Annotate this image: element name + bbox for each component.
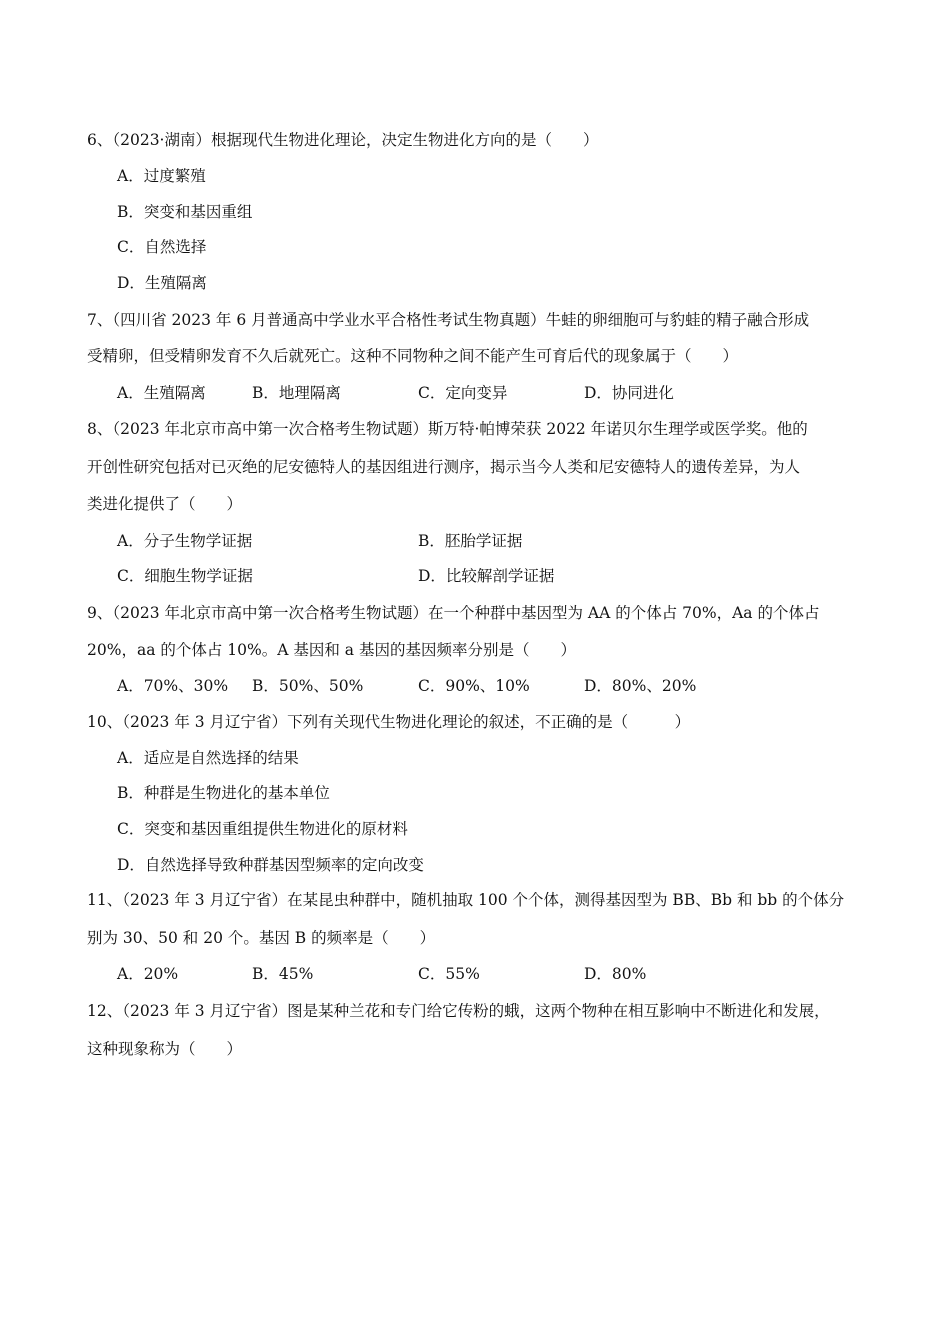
question-8-stem-line-3: 类进化提供了（ ） [87,495,243,513]
question-10-option-c: C．突变和基因重组提供生物进化的原材料 [117,820,408,838]
question-8-option-c: C．细胞生物学证据 [117,567,253,585]
question-12-stem-line-2: 这种现象称为（ ） [87,1040,243,1058]
question-7-stem-line-2: 受精卵，但受精卵发育不久后就死亡。这种不同物种之间不能产生可育后代的现象属于（ ） [87,347,739,365]
question-6-option-d: D．生殖隔离 [117,274,207,292]
question-9-option-d: D．80%、20% [584,677,697,695]
question-12-stem-line-1: 12、（2023 年 3 月辽宁省）图是某种兰花和专门给它传粉的蛾，这两个物种在相互影响中不断进化和发展， [87,1002,830,1020]
question-9-option-a: A．70%、30% [117,677,229,695]
question-10-option-b: B．种群是生物进化的基本单位 [117,784,330,802]
question-11-option-d: D．80% [584,965,647,983]
question-10-stem: 10、（2023 年 3 月辽宁省）下列有关现代生物进化理论的叙述，不正确的是（ ） [87,713,691,731]
question-9-stem-line-1: 9、（2023 年北京市高中第一次合格考生物试题）在一个种群中基因型为 AA 的个体占 70%，Aa 的个体占 [87,604,820,622]
question-8-option-d: D．比较解剖学证据 [418,567,555,585]
question-11-stem-line-1: 11、（2023 年 3 月辽宁省）在某昆虫种群中，随机抽取 100 个个体，测得基因型为 BB、Bb 和 bb 的个体分 [87,891,845,909]
question-9-stem-line-2: 20%，aa 的个体占 10%。A 基因和 a 基因的基因频率分别是（ ） [87,641,576,659]
question-7-stem-line-1: 7、（四川省 2023 年 6 月普通高中学业水平合格性考试生物真题）牛蛙的卵细胞可与豹蛙的精子融合形成 [87,311,810,329]
question-8-option-b: B．胚胎学证据 [418,532,523,550]
question-11-option-a: A．20% [117,965,179,983]
question-9-option-b: B．50%、50% [252,677,364,695]
question-11-option-b: B．45% [252,965,314,983]
question-10-option-a: A．适应是自然选择的结果 [117,749,299,767]
question-6-stem: 6、（2023·湖南）根据现代生物进化理论，决定生物进化方向的是（ ） [87,131,599,149]
question-8-stem-line-2: 开创性研究包括对已灭绝的尼安德特人的基因组进行测序，揭示当今人类和尼安德特人的遗传差异，为人 [87,458,801,476]
question-7-option-d: D．协同进化 [584,384,674,402]
question-6-option-a: A．过度繁殖 [117,167,206,185]
question-8-stem-line-1: 8、（2023 年北京市高中第一次合格考生物试题）斯万特·帕博荣获 2022 年诺贝尔生理学或医学奖。他的 [87,420,808,438]
question-9-option-c: C．90%、10% [418,677,530,695]
question-10-option-d: D．自然选择导致种群基因型频率的定向改变 [117,856,424,874]
question-11-stem-line-2: 别为 30、50 和 20 个。基因 B 的频率是（ ） [87,929,436,947]
question-11-option-c: C．55% [418,965,480,983]
question-7-option-a: A．生殖隔离 [117,384,206,402]
question-7-option-b: B．地理隔离 [252,384,341,402]
question-6-option-c: C．自然选择 [117,238,207,256]
question-8-option-a: A．分子生物学证据 [117,532,253,550]
question-6-option-b: B．突变和基因重组 [117,203,253,221]
question-7-option-c: C．定向变异 [418,384,508,402]
